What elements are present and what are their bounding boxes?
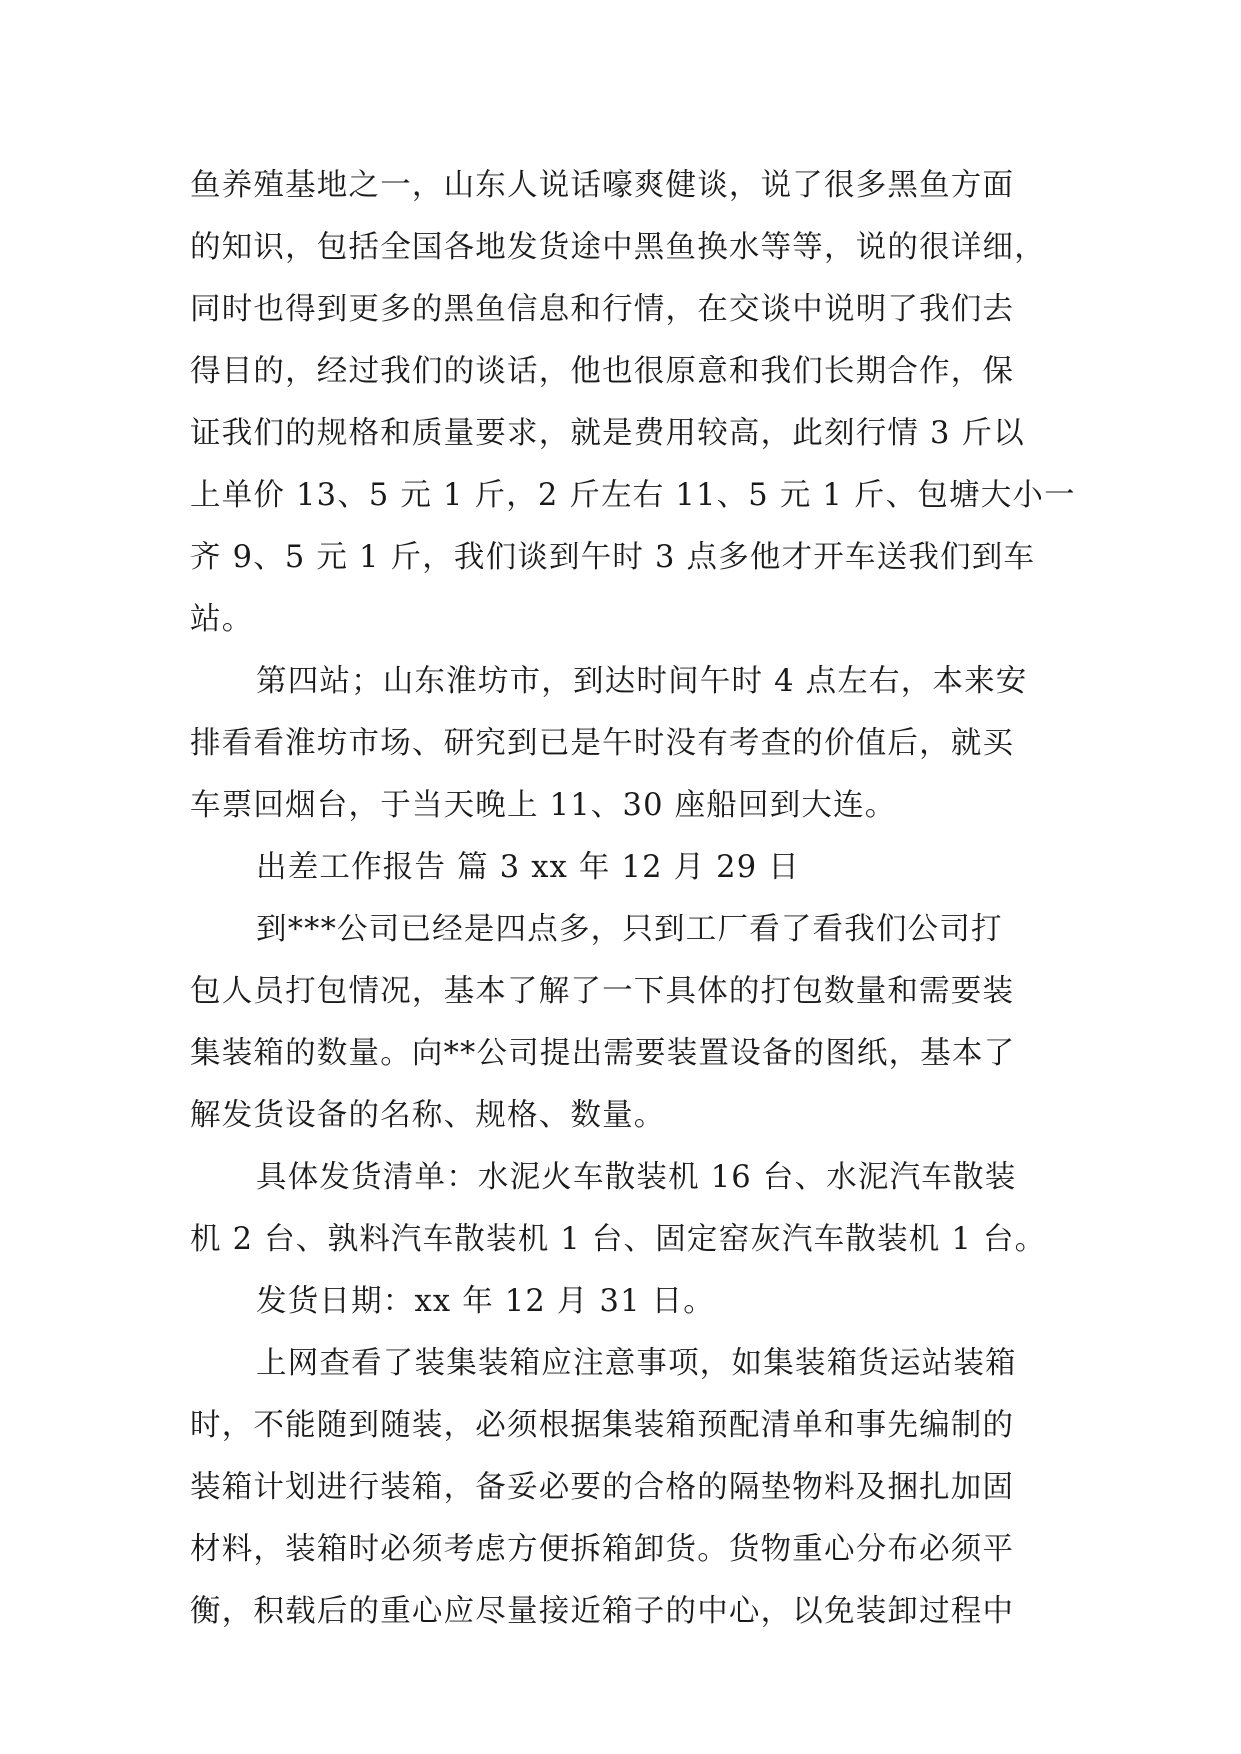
- text-line: 装箱计划进行装箱，备妥必要的合格的隔垫物料及捆扎加固: [190, 1470, 1015, 1505]
- text-line: 鱼养殖基地之一，山东人说话嚎爽健谈，说了很多黑鱼方面: [190, 168, 1015, 203]
- text-line: 上单价 13、5 元 1 斤，2 斤左右 11、5 元 1 斤、包塘大小一: [190, 478, 1076, 513]
- text-line: 得目的，经过我们的谈话，他也很原意和我们长期合作，保: [190, 354, 1015, 389]
- text-line: 解发货设备的名称、规格、数量。: [190, 1098, 666, 1133]
- text-line: 时，不能随到随装，必须根据集装箱预配清单和事先编制的: [190, 1408, 1015, 1443]
- text-line: 的知识，包括全国各地发货途中黑鱼换水等等，说的很详细，: [190, 230, 1046, 265]
- text-line: 排看看淮坊市场、研究到已是午时没有考查的价值后，就买: [190, 726, 1015, 761]
- text-line: 同时也得到更多的黑鱼信息和行情，在交谈中说明了我们去: [190, 292, 1015, 327]
- text-line: 出差工作报告 篇 3 xx 年 12 月 29 日: [256, 850, 800, 885]
- text-line: 具体发货清单：水泥火车散装机 16 台、水泥汽车散装: [256, 1160, 1017, 1195]
- text-line: 站。: [190, 602, 254, 637]
- text-line: 集装箱的数量。向**公司提出需要装置设备的图纸，基本了: [190, 1036, 1016, 1071]
- text-line: 衡，积载后的重心应尽量接近箱子的中心，以免装卸过程中: [190, 1594, 1015, 1629]
- text-line: 发货日期：xx 年 12 月 31 日。: [256, 1284, 715, 1319]
- text-line: 第四站；山东淮坊市，到达时间午时 4 点左右，本来安: [256, 664, 1028, 699]
- text-line: 上网查看了装集装箱应注意事项，如集装箱货运站装箱: [256, 1346, 1017, 1381]
- text-line: 包人员打包情况，基本了解了一下具体的打包数量和需要装: [190, 974, 1015, 1009]
- text-line: 材料，装箱时必须考虑方便拆箱卸货。货物重心分布必须平: [190, 1532, 1015, 1567]
- text-line: 车票回烟台，于当天晚上 11、30 座船回到大连。: [190, 788, 897, 823]
- document-body: [190, 155, 1076, 1643]
- text-line: 齐 9、5 元 1 斤，我们谈到午时 3 点多他才开车送我们到车: [190, 540, 1036, 575]
- text-line: 证我们的规格和质量要求，就是费用较高，此刻行情 3 斤以: [190, 416, 1025, 451]
- text-line: 到***公司已经是四点多，只到工厂看了看我们公司打: [256, 912, 1003, 947]
- text-line: 机 2 台、孰料汽车散装机 1 台、固定窑灰汽车散装机 1 台。: [190, 1222, 1047, 1257]
